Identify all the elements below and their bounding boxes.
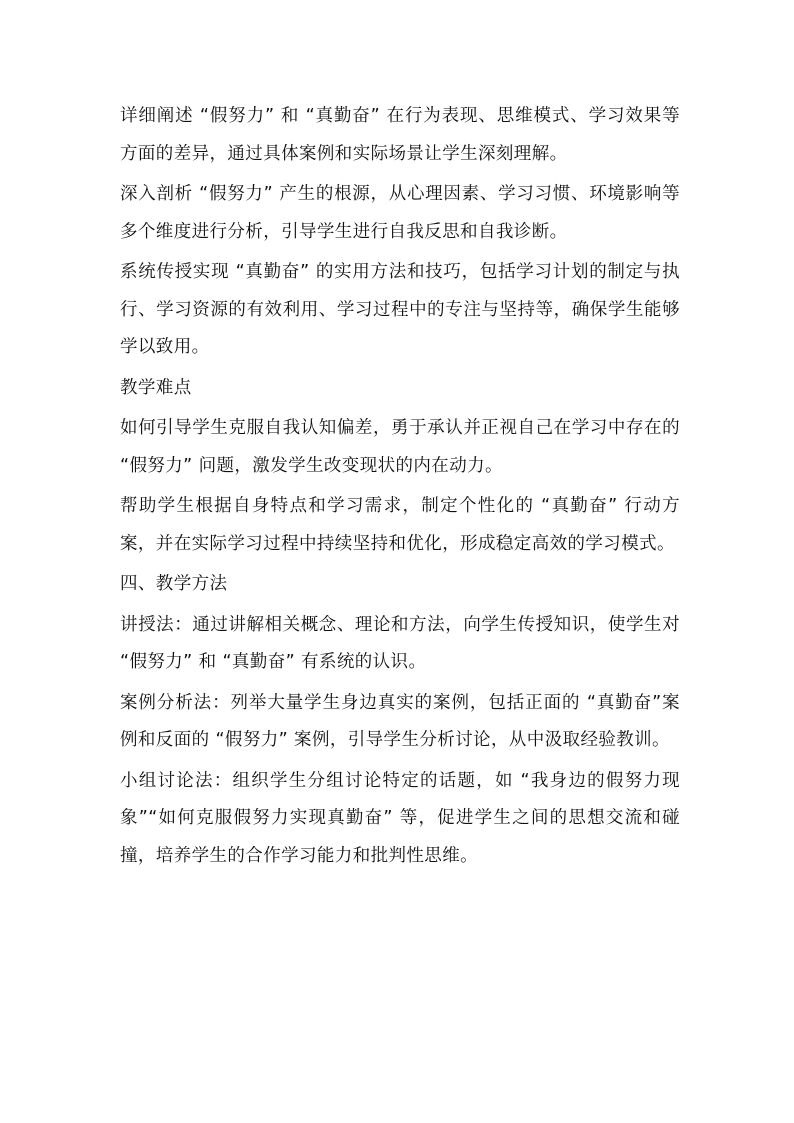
paragraph-difficulty-self-awareness: 如何引导学生克服自我认知偏差，勇于承认并正视自己在学习中存在的 “假努力” 问题，激发学生改变现状的内在动力。: [120, 418, 680, 476]
heading-teaching-methods: 四、教学方法: [120, 574, 228, 594]
document-page: [120, 98, 680, 878]
paragraph-differences: 详细阐述 “假努力” 和 “真勤奋” 在行为表现、思维模式、学习效果等方面的差异，通过具体案例和实际场景让学生深刻理解。: [120, 106, 680, 164]
paragraph-methods-skills: 系统传授实现 “真勤奋” 的实用方法和技巧，包括学习计划的制定与执行、学习资源的有效利用、学习过程中的专注与坚持等，确保学生能够学以致用。: [120, 262, 680, 357]
paragraph-group-discussion-method: 小组讨论法：组织学生分组讨论特定的话题，如 “我身边的假努力现象”“如何克服假努力实现真勤奋” 等，促进学生之间的思想交流和碰撞，培养学生的合作学习能力和批判性思维。: [120, 770, 680, 866]
paragraph-difficulty-action-plan: 帮助学生根据自身特点和学习需求，制定个性化的 “真勤奋” 行动方案，并在实际学习过程中持续坚持和优化，形成稳定高效的学习模式。: [120, 496, 680, 554]
heading-teaching-difficulties: 教学难点: [120, 377, 192, 398]
paragraph-lecture-method: 讲授法：通过讲解相关概念、理论和方法，向学生传授知识，使学生对 “假努力” 和 “真勤奋” 有系统的认识。: [120, 614, 680, 672]
paragraph-root-causes: 深入剖析 “假努力” 产生的根源，从心理因素、学习习惯、环境影响等多个维度进行分析，引导学生进行自我反思和自我诊断。: [120, 184, 680, 242]
paragraph-case-analysis-method: 案例分析法：列举大量学生身边真实的案例，包括正面的 “真勤奋”案例和反面的 “假努力” 案例，引导学生分析讨论，从中汲取经验教训。: [120, 692, 680, 750]
